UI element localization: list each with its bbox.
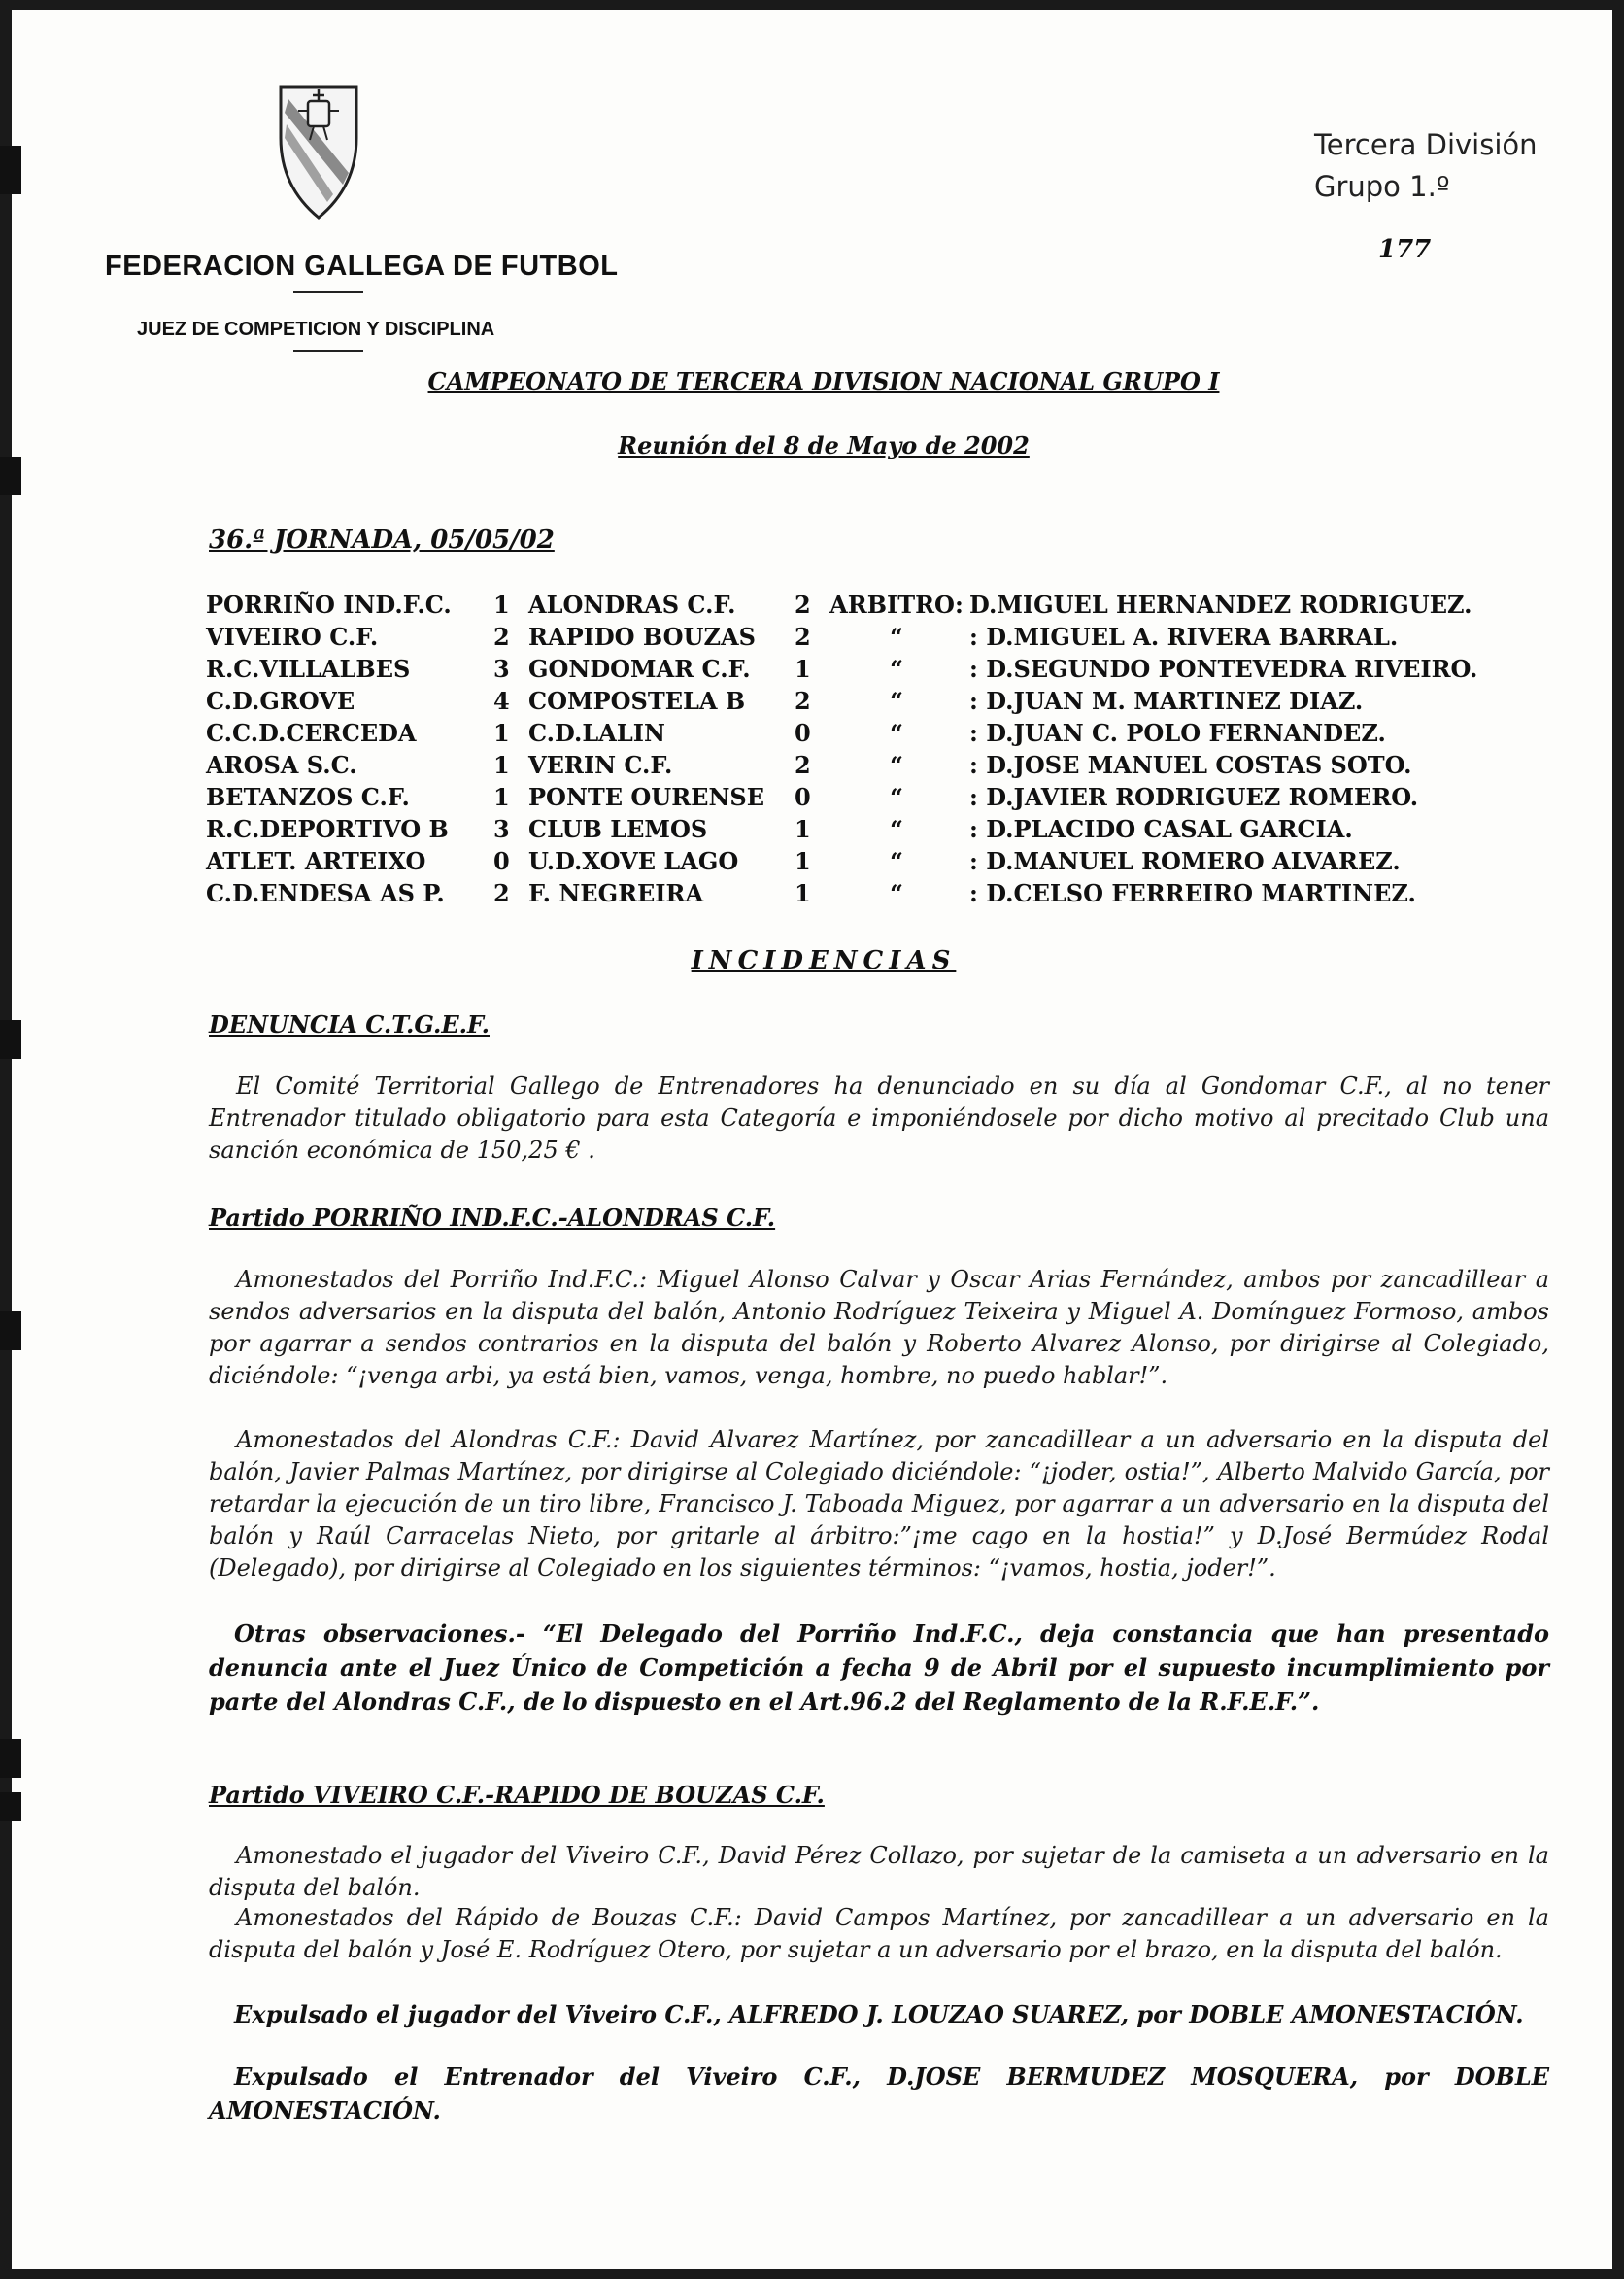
paragraph-text: Amonestados del Alondras C.F.: David Alvarez Martínez, por zancadillear a un adversario en la disputa del balón, Javier Palmas Martínez, por dirigirse al Colegiado diciéndole: “¡joder, ostia!”, Alberto Malvido García, por retardar la ejecución de un tiro libre, Francisco J. Taboada Miguez, por agarrar a un adversario en la disputa del balón y Raúl Carracelas Nieto, por gritarle al árbitro:”¡me cago en la hostia!” y D.José Bermúdez Rodal (Delegado), por dirigirse al Colegiado en los siguientes términos: “¡vamos, hostia, joder!”.	[209, 1426, 1549, 1582]
paragraph	[209, 1071, 1549, 1167]
referee-label: “	[890, 687, 903, 715]
paragraph	[209, 1264, 1549, 1392]
divider	[293, 291, 363, 293]
section-heading: DENUNCIA C.T.G.E.F.	[209, 1010, 490, 1038]
meeting-date: Reunión del 8 de Mayo de 2002	[618, 431, 1030, 459]
home-goals: 2	[493, 623, 510, 651]
paragraph	[209, 1840, 1549, 1904]
away-goals: 1	[795, 815, 811, 843]
away-team: F. NEGREIRA	[528, 879, 704, 907]
home-goals: 1	[493, 751, 510, 779]
home-goals: 1	[493, 591, 510, 619]
divider	[293, 350, 363, 352]
binding-mark	[0, 457, 21, 495]
referee-name: : D.CELSO FERREIRO MARTINEZ.	[969, 879, 1416, 907]
home-team: R.C.VILLALBES	[206, 655, 411, 683]
paragraph-text: Expulsado el jugador del Viveiro C.F., ALFREDO J. LOUZAO SUAREZ, por DOBLE AMONESTACIÓN.	[234, 2000, 1524, 2028]
home-team: R.C.DEPORTIVO B	[206, 815, 449, 843]
home-team: C.D.GROVE	[206, 687, 355, 715]
paragraph	[209, 1902, 1549, 1966]
home-goals: 4	[493, 687, 510, 715]
expulsion-paragraph	[209, 2059, 1549, 2127]
referee-name: : D.SEGUNDO PONTEVEDRA RIVEIRO.	[969, 655, 1478, 683]
result-row	[206, 845, 1477, 877]
expulsion-paragraph	[209, 1997, 1549, 2031]
incidencias-heading: INCIDENCIAS	[691, 946, 957, 975]
referee-label: “	[890, 655, 903, 683]
binding-mark	[0, 1739, 21, 1778]
home-goals: 3	[493, 655, 510, 683]
away-team: PONTE OURENSE	[528, 783, 765, 811]
document-page	[12, 10, 1612, 2269]
home-team: BETANZOS C.F.	[206, 783, 410, 811]
result-row	[206, 685, 1477, 717]
away-goals: 2	[795, 751, 811, 779]
binding-mark	[0, 1020, 21, 1059]
referee-name: : D.JUAN M. MARTINEZ DIAZ.	[969, 687, 1364, 715]
referee-name: : D.JAVIER RODRIGUEZ ROMERO.	[969, 783, 1419, 811]
home-team: C.C.D.CERCEDA	[206, 719, 417, 747]
results-table	[206, 589, 1477, 909]
result-row	[206, 749, 1477, 781]
referee-label: “	[890, 815, 903, 843]
home-goals: 0	[493, 847, 510, 875]
away-goals: 2	[795, 623, 811, 651]
result-row	[206, 653, 1477, 685]
referee-label: “	[890, 623, 903, 651]
home-goals: 3	[493, 815, 510, 843]
group-line: Grupo 1.º	[1314, 170, 1450, 203]
referee-name: : D.MIGUEL A. RIVERA BARRAL.	[969, 623, 1399, 651]
result-row	[206, 621, 1477, 653]
home-goals: 1	[493, 719, 510, 747]
paragraph	[209, 1424, 1549, 1584]
page-title: CAMPEONATO DE TERCERA DIVISION NACIONAL GRUPO I	[427, 367, 1220, 395]
away-goals: 2	[795, 591, 811, 619]
away-team: VERIN C.F.	[528, 751, 673, 779]
jornada-heading: 36.ª JORNADA, 05/05/02	[209, 526, 555, 555]
paragraph-text: Otras observaciones.- “El Delegado del Porriño Ind.F.C., deja constancia que han presentado denuncia ante el Juez Único de Competición a fecha 9 de Abril por el supuesto incumplimiento por parte del Alondras C.F., de lo dispuesto en el Art.96.2 del Reglamento de la R.F.E.F.”.	[209, 1619, 1549, 1716]
away-goals: 1	[795, 847, 811, 875]
result-row	[206, 813, 1477, 845]
away-goals: 2	[795, 687, 811, 715]
referee-name: : D.MANUEL ROMERO ALVAREZ.	[969, 847, 1401, 875]
paragraph-text: Amonestado el jugador del Viveiro C.F., David Pérez Collazo, por sujetar de la camiseta a un adversario en la disputa del balón.	[209, 1842, 1549, 1901]
home-team: AROSA S.C.	[206, 751, 357, 779]
home-team: C.D.ENDESA AS P.	[206, 879, 445, 907]
away-team: CLUB LEMOS	[528, 815, 708, 843]
binding-mark	[0, 1311, 21, 1350]
section-heading: Partido VIVEIRO C.F.-RAPIDO DE BOUZAS C.F.	[209, 1781, 825, 1809]
home-goals: 2	[493, 879, 510, 907]
home-goals: 1	[493, 783, 510, 811]
section-heading: Partido PORRIÑO IND.F.C.-ALONDRAS C.F.	[209, 1204, 776, 1232]
referee-label: “	[890, 751, 903, 779]
away-goals: 1	[795, 879, 811, 907]
division-label	[1314, 124, 1538, 208]
referee-label: “	[890, 879, 903, 907]
referee-label: “	[890, 719, 903, 747]
result-row	[206, 877, 1477, 909]
result-row	[206, 589, 1477, 621]
observations-paragraph	[209, 1616, 1549, 1718]
away-team: COMPOSTELA B	[528, 687, 746, 715]
paragraph-text: Expulsado el Entrenador del Viveiro C.F., D.JOSE BERMUDEZ MOSQUERA, por DOBLE AMONESTACIÓN.	[209, 2062, 1549, 2125]
result-row	[206, 717, 1477, 749]
federation-crest-icon	[275, 80, 362, 225]
away-goals: 1	[795, 655, 811, 683]
referee-label: ARBITRO:	[829, 591, 964, 619]
committee-title: JUEZ DE COMPETICION Y DISCIPLINA	[137, 319, 495, 340]
away-team: RAPIDO BOUZAS	[528, 623, 756, 651]
binding-mark	[0, 146, 21, 194]
referee-name: : D.JUAN C. POLO FERNANDEZ.	[969, 719, 1386, 747]
paragraph-text: Amonestados del Porriño Ind.F.C.: Miguel Alonso Calvar y Oscar Arias Fernández, ambos por zancadillear a sendos adversarios en la disputa del balón, Antonio Rodríguez Teixeira y Miguel A. Domínguez Formoso, ambos por agarrar a sendos contrarios en la disputa del balón y Roberto Alvarez Alonso, por dirigirse al Colegiado, diciéndole: “¡venga arbi, ya está bien, vamos, venga, hombre, no puedo hablar!”.	[209, 1266, 1549, 1389]
away-team: C.D.LALIN	[528, 719, 665, 747]
away-team: U.D.XOVE LAGO	[528, 847, 739, 875]
paragraph-text: El Comité Territorial Gallego de Entrenadores ha denunciado en su día al Gondomar C.F., al no tener Entrenador titulado obligatorio para esta Categoría e imponiéndosele por dicho motivo al precitado Club una sanción económica de 150,25 € .	[209, 1072, 1549, 1164]
binding-mark	[0, 1792, 21, 1821]
away-goals: 0	[795, 783, 811, 811]
referee-name: D.MIGUEL HERNANDEZ RODRIGUEZ.	[969, 591, 1472, 619]
referee-label: “	[890, 847, 903, 875]
referee-name: : D.JOSE MANUEL COSTAS SOTO.	[969, 751, 1412, 779]
paragraph-text: Amonestados del Rápido de Bouzas C.F.: David Campos Martínez, por zancadillear a un adversario en la disputa del balón y José E. Rodríguez Otero, por sujetar a un adversario por el brazo, en la disputa del balón.	[209, 1904, 1549, 1963]
result-row	[206, 781, 1477, 813]
page-number: 177	[1378, 235, 1432, 264]
home-team: PORRIÑO IND.F.C.	[206, 591, 452, 619]
home-team: ATLET. ARTEIXO	[206, 847, 426, 875]
away-team: GONDOMAR C.F.	[528, 655, 751, 683]
away-goals: 0	[795, 719, 811, 747]
division-line: Tercera División	[1314, 128, 1538, 161]
referee-name: : D.PLACIDO CASAL GARCIA.	[969, 815, 1353, 843]
referee-label: “	[890, 783, 903, 811]
home-team: VIVEIRO C.F.	[206, 623, 379, 651]
federation-title: FEDERACION GALLEGA DE FUTBOL	[105, 251, 619, 282]
away-team: ALONDRAS C.F.	[528, 591, 736, 619]
